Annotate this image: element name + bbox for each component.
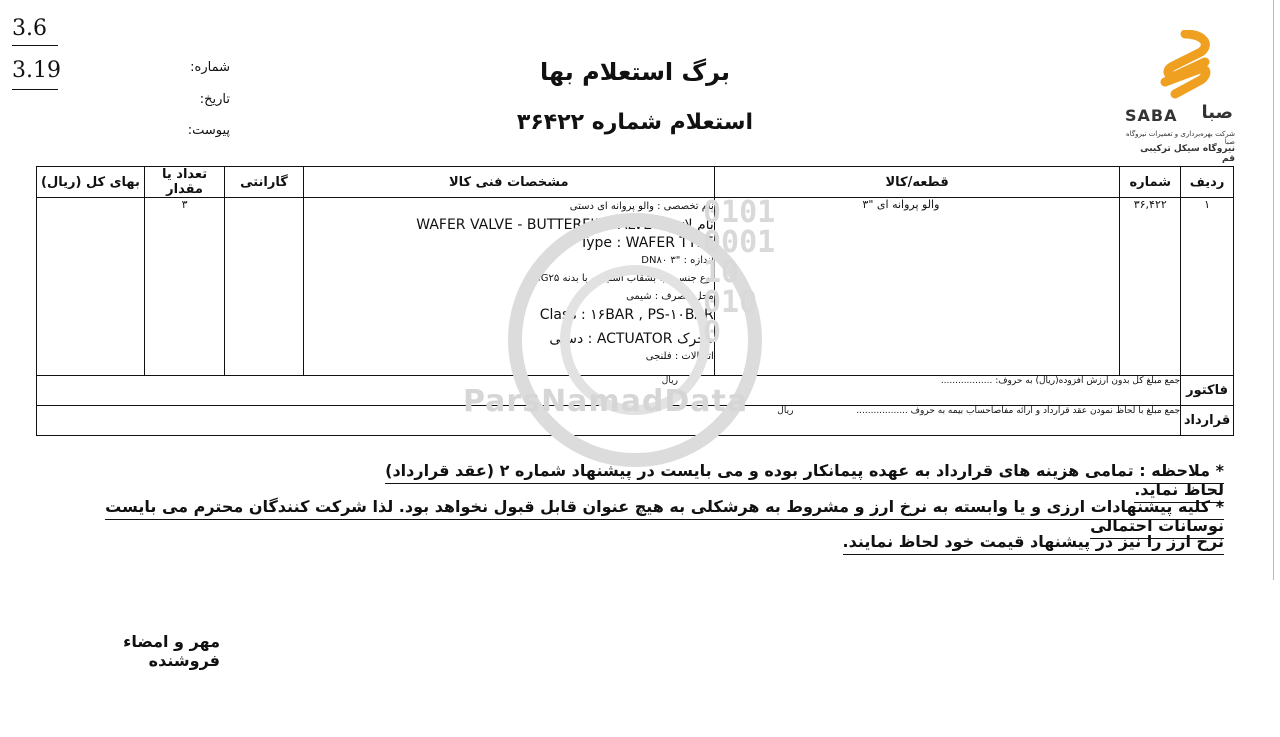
seller-signature-label: مهر و امضاء فروشنده	[123, 632, 220, 670]
contract-text: جمع مبلغ با لحاظ نمودن عقد قرارداد و ارائه مفاصاحساب بیمه به حروف	[910, 406, 1181, 416]
watermark-text: ParsNamadData	[463, 384, 749, 419]
note-2	[56, 497, 1224, 535]
table-header-row	[37, 167, 1234, 198]
note-2-line-1: * کلیه پیشنهادات ارزی و یا وابسته به نرخ ارز و مشروط به هرشکلی به هیچ عنوان قابل قبول نخواهد بود. لذا شرکت کنندگان محترم می بایست نوسانات احتمالی	[105, 497, 1224, 539]
date-label: تاریخ:	[199, 92, 230, 107]
corner-number-2: 3.19	[12, 58, 61, 83]
spec-line: Class : ۱۶BAR , PS-۱۰BAR	[539, 307, 714, 323]
row-index: ۱	[1181, 198, 1234, 376]
contract-label: قرارداد	[1181, 406, 1234, 436]
watermark-digits: 0101 0001 10 010 0	[703, 195, 776, 350]
saba-logo	[1125, 30, 1245, 164]
row-warranty	[225, 198, 303, 376]
note-1	[360, 461, 1224, 499]
spec-line: نام تخصصی : والو پروانه ای دستی	[569, 201, 714, 212]
row-number: ۳۶,۴۲۲	[1120, 198, 1181, 376]
attachment-label: پیوست:	[187, 123, 230, 138]
invoice-text: جمع مبلغ کل بدون ارزش افزوده(ریال) به حروف:	[995, 376, 1181, 386]
row-item: والو پروانه ای "۳	[714, 198, 1120, 376]
note-2-continued	[600, 532, 1224, 551]
logo-persian: صبا	[1201, 102, 1233, 123]
inquiry-number: استعلام شماره ۳۶۴۲۲	[516, 110, 754, 135]
corner-rule-2	[12, 89, 58, 90]
corner-number-1: 3.6	[12, 16, 47, 41]
note-1-text: * ملاحظه : تمامی هزینه های قرارداد به عهده پیمانکار بوده و می بایست در پیشنهاد شماره ۲ (عقد قرارداد) لحاظ نماید.	[385, 461, 1224, 503]
spec-line: اتصالات : فلنجی	[645, 351, 714, 362]
invoice-dots: ..................	[940, 376, 993, 386]
header-number: شماره	[1120, 167, 1181, 198]
header-spec: مشخصات فنی کالا	[303, 167, 714, 198]
corner-rule-1	[12, 45, 58, 46]
invoice-label: فاکتور	[1181, 376, 1234, 406]
page-title: برگ استعلام بها	[539, 58, 731, 86]
row-qty: ۳	[144, 198, 224, 376]
contract-dots: ..................	[856, 406, 908, 416]
spec-line: نوع جنس : با بشقاب استیل و با بدنه GG۲۵	[533, 273, 714, 284]
spec-line: Type : WAFER TYPE	[579, 235, 714, 251]
logo-company: شرکت بهره‌برداری و تعمیرات نیروگاه صبا	[1126, 130, 1235, 146]
header-row: ردیف	[1181, 167, 1234, 198]
invoice-rial: ریال	[661, 376, 678, 386]
header-total: بهای کل (ریال)	[37, 167, 145, 198]
spec-line: محل مصرف : شیمی	[626, 291, 714, 302]
row-spec	[303, 198, 714, 376]
header-qty: تعداد یا مقدار	[144, 167, 224, 198]
header-item: قطعه/کالا	[714, 167, 1120, 198]
contract-rial: ریال	[777, 406, 794, 416]
spec-line: نام لاتین : WAFER VALVE - BUTTERFLY VALVE	[416, 217, 714, 233]
logo-latin: SABA	[1125, 106, 1178, 125]
spec-line: محرک ACTUATOR : دستی	[549, 331, 714, 347]
saba-logo-icon	[1145, 30, 1225, 102]
logo-plant: نیروگاه سیکل ترکیبی قم	[1140, 144, 1235, 164]
note-2-line-2: نرخ ارز را نیز در پیشنهاد قیمت خود لحاظ نمایند.	[843, 532, 1224, 555]
number-label: شماره:	[190, 60, 230, 75]
row-total	[37, 198, 145, 376]
table-row	[37, 198, 1234, 376]
spec-line: اندازه : "۳ DN۸۰	[641, 255, 714, 266]
header-warranty: گارانتی	[225, 167, 303, 198]
